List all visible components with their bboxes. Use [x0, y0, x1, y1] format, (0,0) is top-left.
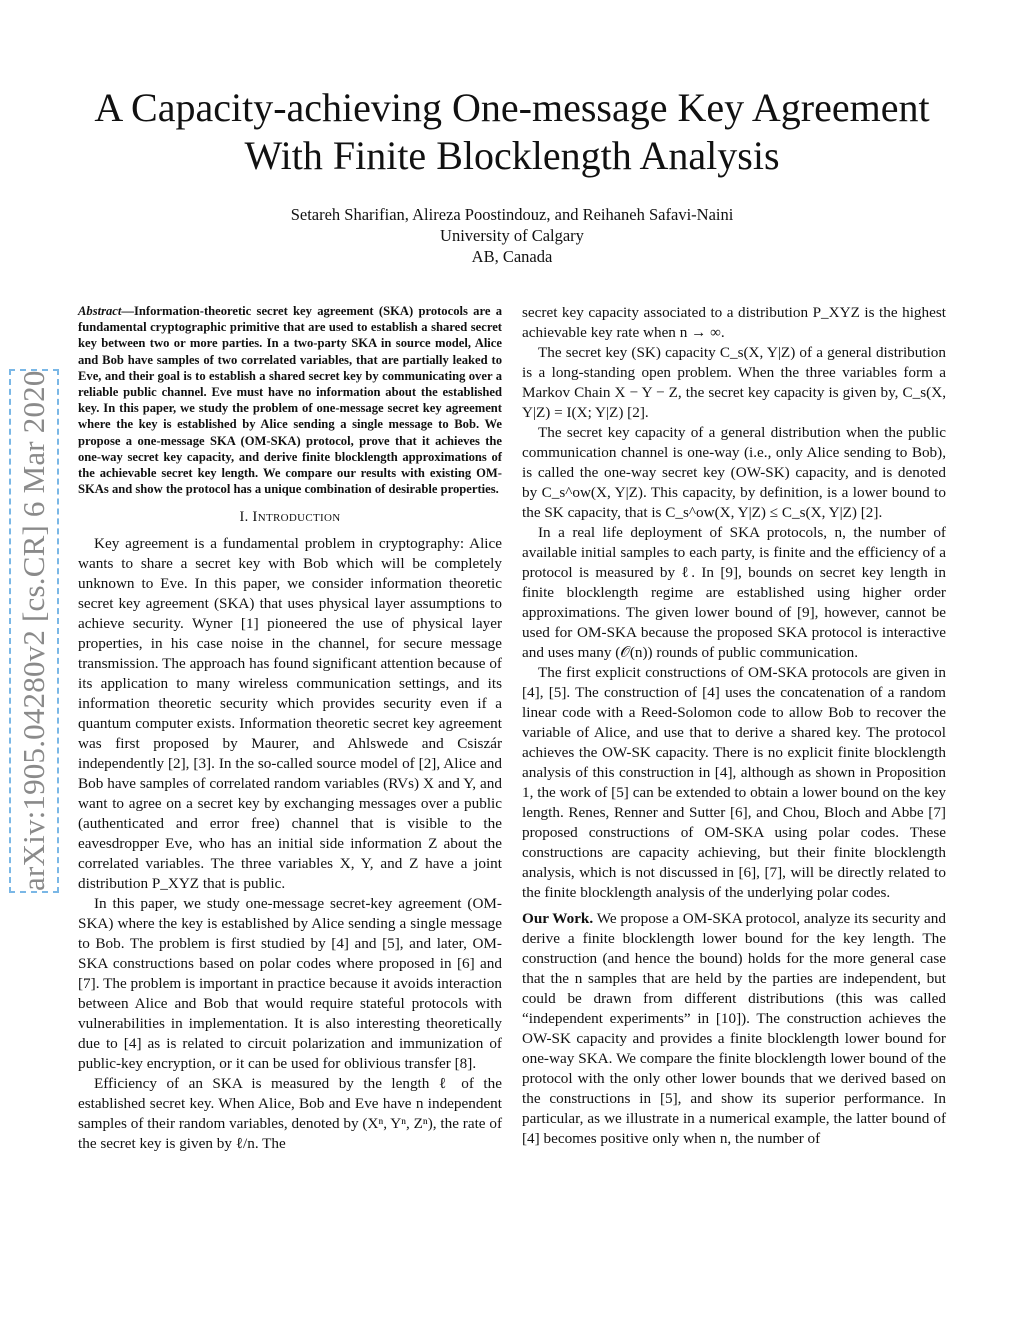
right-paragraph-finite-n: In a real life deployment of SKA protocols, n, the number of available initial samples to each party, is finite and the efficiency of a protocol is measured by ℓ. In [9], bounds on secret key length in finite blocklength regime are established using higher order approximations. The given lower bound of [9], however, cannot be used for OM-SKA because the proposed SKA protocol is interactive and uses many (𝒪(n)) rounds of public communication. [522, 524, 946, 661]
right-paragraph-constructions: The first explicit constructions of OM-SKA protocols are given in [4], [5]. The construction of [4] uses the concatenation of a random linear code with a Reed-Solomon code to allow Bob to recover the variable of Alice, and use that to derive a shared key. The protocol achieves the OW-SK capacity. There is no explicit finite blocklength analysis of this construction in [4], although as shown in Proposition 1, the work of [5] can be extended to obtain a lower bound on the key length. Renes, Renner and Sutter [6], and Chou, Bloch and Abbe [7] proposed constructions of OM-SKA using polar codes. These constructions are capacity achieving, but their finite blocklength analysis, which is not discussed in [6], [7], will be directly related to the finite blocklength analysis of the underlying polar codes. [522, 664, 946, 901]
author-names: Setareh Sharifian, Alireza Poostindouz, and Reihaneh Safavi-Naini [290, 205, 734, 224]
location: AB, Canada [471, 247, 553, 266]
author-block [70, 204, 954, 267]
intro-paragraph-1: Key agreement is a fundamental problem in cryptography: Alice wants to share a secret key with Bob which will be completely unknown to Eve. In this paper, we consider information theoretic secret key agreement (SKA) that uses physical layer assumptions to achieve security. Wyner [1] pioneered the use of physical layer properties, in his case noise in the channel, for secure message transmission. The approach has found significant attention because of its application to many wireless communication settings, and its information theoretic security which provides security even if a quantum computer exists. Information theoretic secret key agreement was first proposed by Maurer, and Ahlswede and Csiszár independently [2], [3]. In the so-called source model of [2], Alice and Bob have samples of correlated random variables (RVs) X and Y, and want to agree on a secret key by exchanging messages over a public (authenticated and error free) channel that is visible to the eavesdropper Eve, who has an initial side information Z about the correlated variables. The three variables X, Y, and Z have a joint distribution P_XYZ that is public. [78, 535, 502, 893]
arxiv-identifier-stamp: arXiv:1905.04280v2 [cs.CR] 6 Mar 2020 [9, 369, 59, 893]
title-line-1: A Capacity-achieving One-message Key Agreement [94, 85, 930, 130]
our-work-paragraph [522, 909, 946, 1149]
section-title: Introduction [252, 509, 341, 526]
right-paragraph-ow-capacity: The secret key capacity of a general distribution when the public communication channel is one-way (i.e., only Alice sending to Bob), is called the one-way secret key (OW-SK) capacity, and is denoted by C_s^ow(X, Y|Z). This capacity, by definition, is a lower bound to the SK capacity, that is C_s^ow(X, Y|Z) ≤ C_s(X, Y|Z) [2]. [522, 424, 946, 521]
intro-paragraph-2: In this paper, we study one-message secret-key agreement (OM-SKA) where the key is established by Alice sending a single message to Bob. The problem is first studied by [4] and [5], and later, OM-SKA constructions based on polar codes where proposed in [6] and [7]. The problem is important in practice because it avoids interaction between Alice and Bob that would require stateful protocols with vulnerabilities in implementation. It is also interesting theoretically due to [4] as is related to circuit polarization and immunization of public-key encryption, or it can be used for oblivious transfer [8]. [78, 895, 502, 1073]
our-work-text: We propose a OM-SKA protocol, analyze its security and derive a finite blocklength lower bound for the key length. The construction (and hence the bound) holds for the more general case that the n samples that are held by the parties are independent, but could be drawn from different distributions (this was called “independent experiments” in [10]). The construction achieves the OW-SK capacity and provides a finite blocklength lower bound for one-way SKA. We compare the finite blocklength lower bound of the protocol with the only other lower bounds that we derived based on the constructions in [5], and show its superior performance. In particular, as we illustrate in a numerical example, the latter bound of [4] becomes positive only when n, the number of [522, 910, 946, 1147]
affiliation: University of Calgary [440, 226, 584, 245]
paper-title [70, 84, 954, 180]
section-number: I. [239, 509, 253, 526]
section-heading-introduction [78, 507, 502, 527]
abstract-text: —Information-theoretic secret key agreement (SKA) protocols are a fundamental cryptographic primitive that are used to establish a shared secret key between two or more parties. In a two-party SKA in source model, Alice and Bob have samples of two correlated variables, that are partially leaked to Eve, and their goal is to establish a shared secret key by communicating over a reliable public channel. Eve must have no information about the established key. In this paper, we study the problem of one-message secret key agreement where the key is established by Alice sending a single message to Bob. We propose a one-message SKA (OM-SKA) protocol, prove that it achieves the one-way secret key capacity, and derive finite blocklength approximations of the achievable secret key length. We compare our results with existing OM-SKAs and show the protocol has a unique combination of desirable properties. [78, 304, 502, 497]
right-column [522, 303, 946, 1149]
right-paragraph-continued: secret key capacity associated to a distribution P_XYZ is the highest achievable key rate when n → ∞. [522, 304, 946, 341]
abstract-label: Abstract [78, 304, 122, 318]
left-column [78, 303, 502, 1154]
right-paragraph-sk-capacity: The secret key (SK) capacity C_s(X, Y|Z) of a general distribution is a long-standing open problem. When the three variables form a Markov Chain X − Y − Z, the secret key capacity is given by, C_s(X, Y|Z) = I(X; Y|Z) [2]. [522, 344, 946, 421]
intro-paragraph-3: Efficiency of an SKA is measured by the length ℓ of the established secret key. When Alice, Bob and Eve have n independent samples of their random variables, denoted by (Xⁿ, Yⁿ, Zⁿ), the rate of the secret key is given by ℓ/n. The [78, 1075, 502, 1153]
abstract [78, 303, 502, 497]
title-line-2: With Finite Blocklength Analysis [244, 133, 780, 178]
our-work-label: Our Work. [522, 910, 594, 927]
